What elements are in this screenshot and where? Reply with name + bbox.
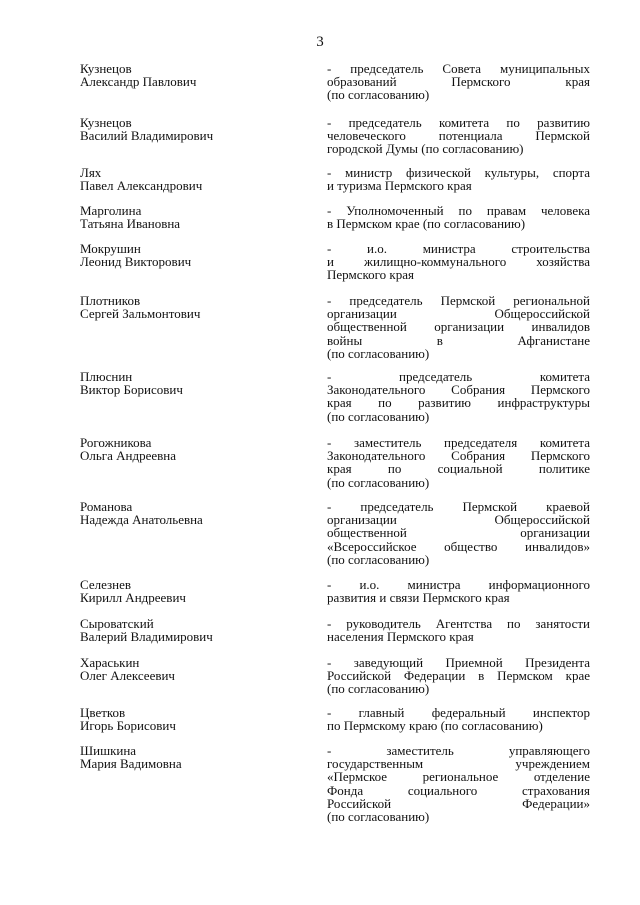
member-surname: Цветков [80, 705, 126, 720]
member-given-name: Мария Вадимовна [80, 756, 182, 772]
member-surname: Сыроватский [80, 616, 154, 631]
member-role [327, 617, 590, 643]
member-role-line: Пермского края [327, 267, 414, 283]
member-role-line: «Пермское региональное отделение [327, 769, 590, 785]
member-role-line: и жилищно-коммунального хозяйства [327, 254, 590, 270]
member-role-line: (по согласованию) [327, 474, 430, 490]
member-given-name: Ольга Андреевна [80, 448, 177, 464]
member-surname: Кузнецов [80, 61, 132, 76]
member-name [80, 656, 310, 682]
member-role-line: человеческого потенциала Пермской [327, 128, 590, 144]
member-given-name: Виктор Борисович [80, 382, 183, 398]
member-role-line: - заместитель управляющего [327, 743, 590, 758]
member-given-name: Олег Алексеевич [80, 668, 175, 684]
member-role-line: в Пермском крае (по согласованию) [327, 216, 526, 232]
member-role-line: Законодательного Собрания Пермского [327, 382, 590, 398]
member-role [327, 116, 590, 156]
member-name [80, 204, 310, 230]
member-role-line: (по согласованию) [327, 87, 430, 103]
member-surname: Марголина [80, 203, 142, 218]
member-role [327, 204, 590, 230]
member-role-line: - и.о. министра строительства [327, 241, 590, 256]
member-surname: Хараськин [80, 655, 140, 670]
member-surname: Селезнев [80, 577, 132, 592]
member-role-line: общественной организации инвалидов [327, 319, 590, 335]
member-name [80, 436, 310, 462]
member-role [327, 706, 590, 732]
member-role-line: - председатель Пермской краевой [327, 499, 590, 514]
member-given-name: Татьяна Ивановна [80, 216, 181, 232]
member-name [80, 500, 310, 526]
member-role-line: «Всероссийское общество инвалидов» [327, 538, 590, 554]
member-role [327, 744, 590, 823]
member-given-name: Александр Павлович [80, 74, 197, 90]
member-given-name: Павел Александрович [80, 178, 203, 194]
member-role-line: - председатель комитета [327, 369, 590, 384]
member-given-name: Игорь Борисович [80, 718, 176, 734]
member-role-line: и туризма Пермского края [327, 178, 472, 194]
member-role-line: - Уполномоченный по правам человека [327, 203, 590, 218]
member-role [327, 656, 590, 696]
member-role-line: Фонда социального страхования [327, 782, 590, 798]
member-surname: Плотников [80, 293, 141, 308]
member-name [80, 294, 310, 320]
member-role-line: (по согласованию) [327, 681, 430, 697]
member-given-name: Сергей Зальмонтович [80, 306, 201, 322]
member-role-line: образований Пермского края [327, 74, 590, 90]
member-role-line: - председатель Пермской региональной [327, 293, 590, 308]
member-role-line: организации Общероссийской [327, 306, 590, 322]
member-role-line: городской Думы (по согласованию) [327, 141, 524, 157]
member-surname: Шишкина [80, 743, 137, 758]
member-role [327, 166, 590, 192]
member-name [80, 706, 310, 732]
member-given-name: Надежда Анатольевна [80, 512, 203, 528]
member-role-line: края по развитию инфраструктуры [327, 395, 590, 411]
member-role-line: - главный федеральный инспектор [327, 705, 590, 720]
member-name [80, 166, 310, 192]
member-role-line: Законодательного Собрания Пермского [327, 448, 590, 464]
member-surname: Романова [80, 499, 133, 514]
member-role [327, 500, 590, 566]
member-surname: Лях [80, 165, 102, 180]
member-role-line: развития и связи Пермского края [327, 590, 510, 606]
member-surname: Мокрушин [80, 241, 141, 256]
member-role-line: населения Пермского края [327, 629, 474, 645]
member-role-line: общественной организации [327, 525, 590, 541]
member-role [327, 242, 590, 282]
member-role-line: (по согласованию) [327, 551, 430, 567]
member-role-line: Российской Федерации в Пермском крае [327, 668, 590, 684]
member-role-line: войны в Афганистане [327, 332, 590, 348]
member-name [80, 242, 310, 268]
member-name [80, 578, 310, 604]
member-name [80, 370, 310, 396]
member-surname: Кузнецов [80, 115, 132, 130]
member-given-name: Валерий Владимирович [80, 629, 213, 645]
member-role-line: края по социальной политике [327, 461, 590, 477]
member-name [80, 116, 310, 142]
member-role [327, 294, 590, 360]
member-role-line: Российской Федерации» [327, 795, 590, 811]
member-role [327, 370, 590, 423]
member-role-line: (по согласованию) [327, 408, 430, 424]
member-role [327, 436, 590, 489]
member-name [80, 744, 310, 770]
member-role-line: - руководитель Агентства по занятости [327, 616, 590, 631]
member-role-line: - заместитель председателя комитета [327, 435, 590, 450]
member-role-line: - председатель Совета муниципальных [327, 61, 590, 76]
member-name [80, 62, 310, 88]
member-role-line: по Пермскому краю (по согласованию) [327, 718, 543, 734]
page-number: 3 [316, 34, 324, 50]
member-surname: Плюснин [80, 369, 133, 384]
member-surname: Рогожникова [80, 435, 152, 450]
member-role [327, 62, 590, 102]
member-name [80, 617, 310, 643]
member-role-line: - заведующий Приемной Президента [327, 655, 590, 670]
member-role-line: - министр физической культуры, спорта [327, 165, 590, 180]
member-role-line: (по согласованию) [327, 345, 430, 361]
member-role-line: (по согласованию) [327, 809, 430, 825]
member-role [327, 578, 590, 604]
member-role-line: государственным учреждением [327, 756, 590, 772]
member-role-line: - и.о. министра информационного [327, 577, 590, 592]
member-given-name: Леонид Викторович [80, 254, 192, 270]
member-role-line: - председатель комитета по развитию [327, 115, 590, 130]
member-given-name: Василий Владимирович [80, 128, 214, 144]
member-given-name: Кирилл Андреевич [80, 590, 186, 606]
member-role-line: организации Общероссийской [327, 512, 590, 528]
